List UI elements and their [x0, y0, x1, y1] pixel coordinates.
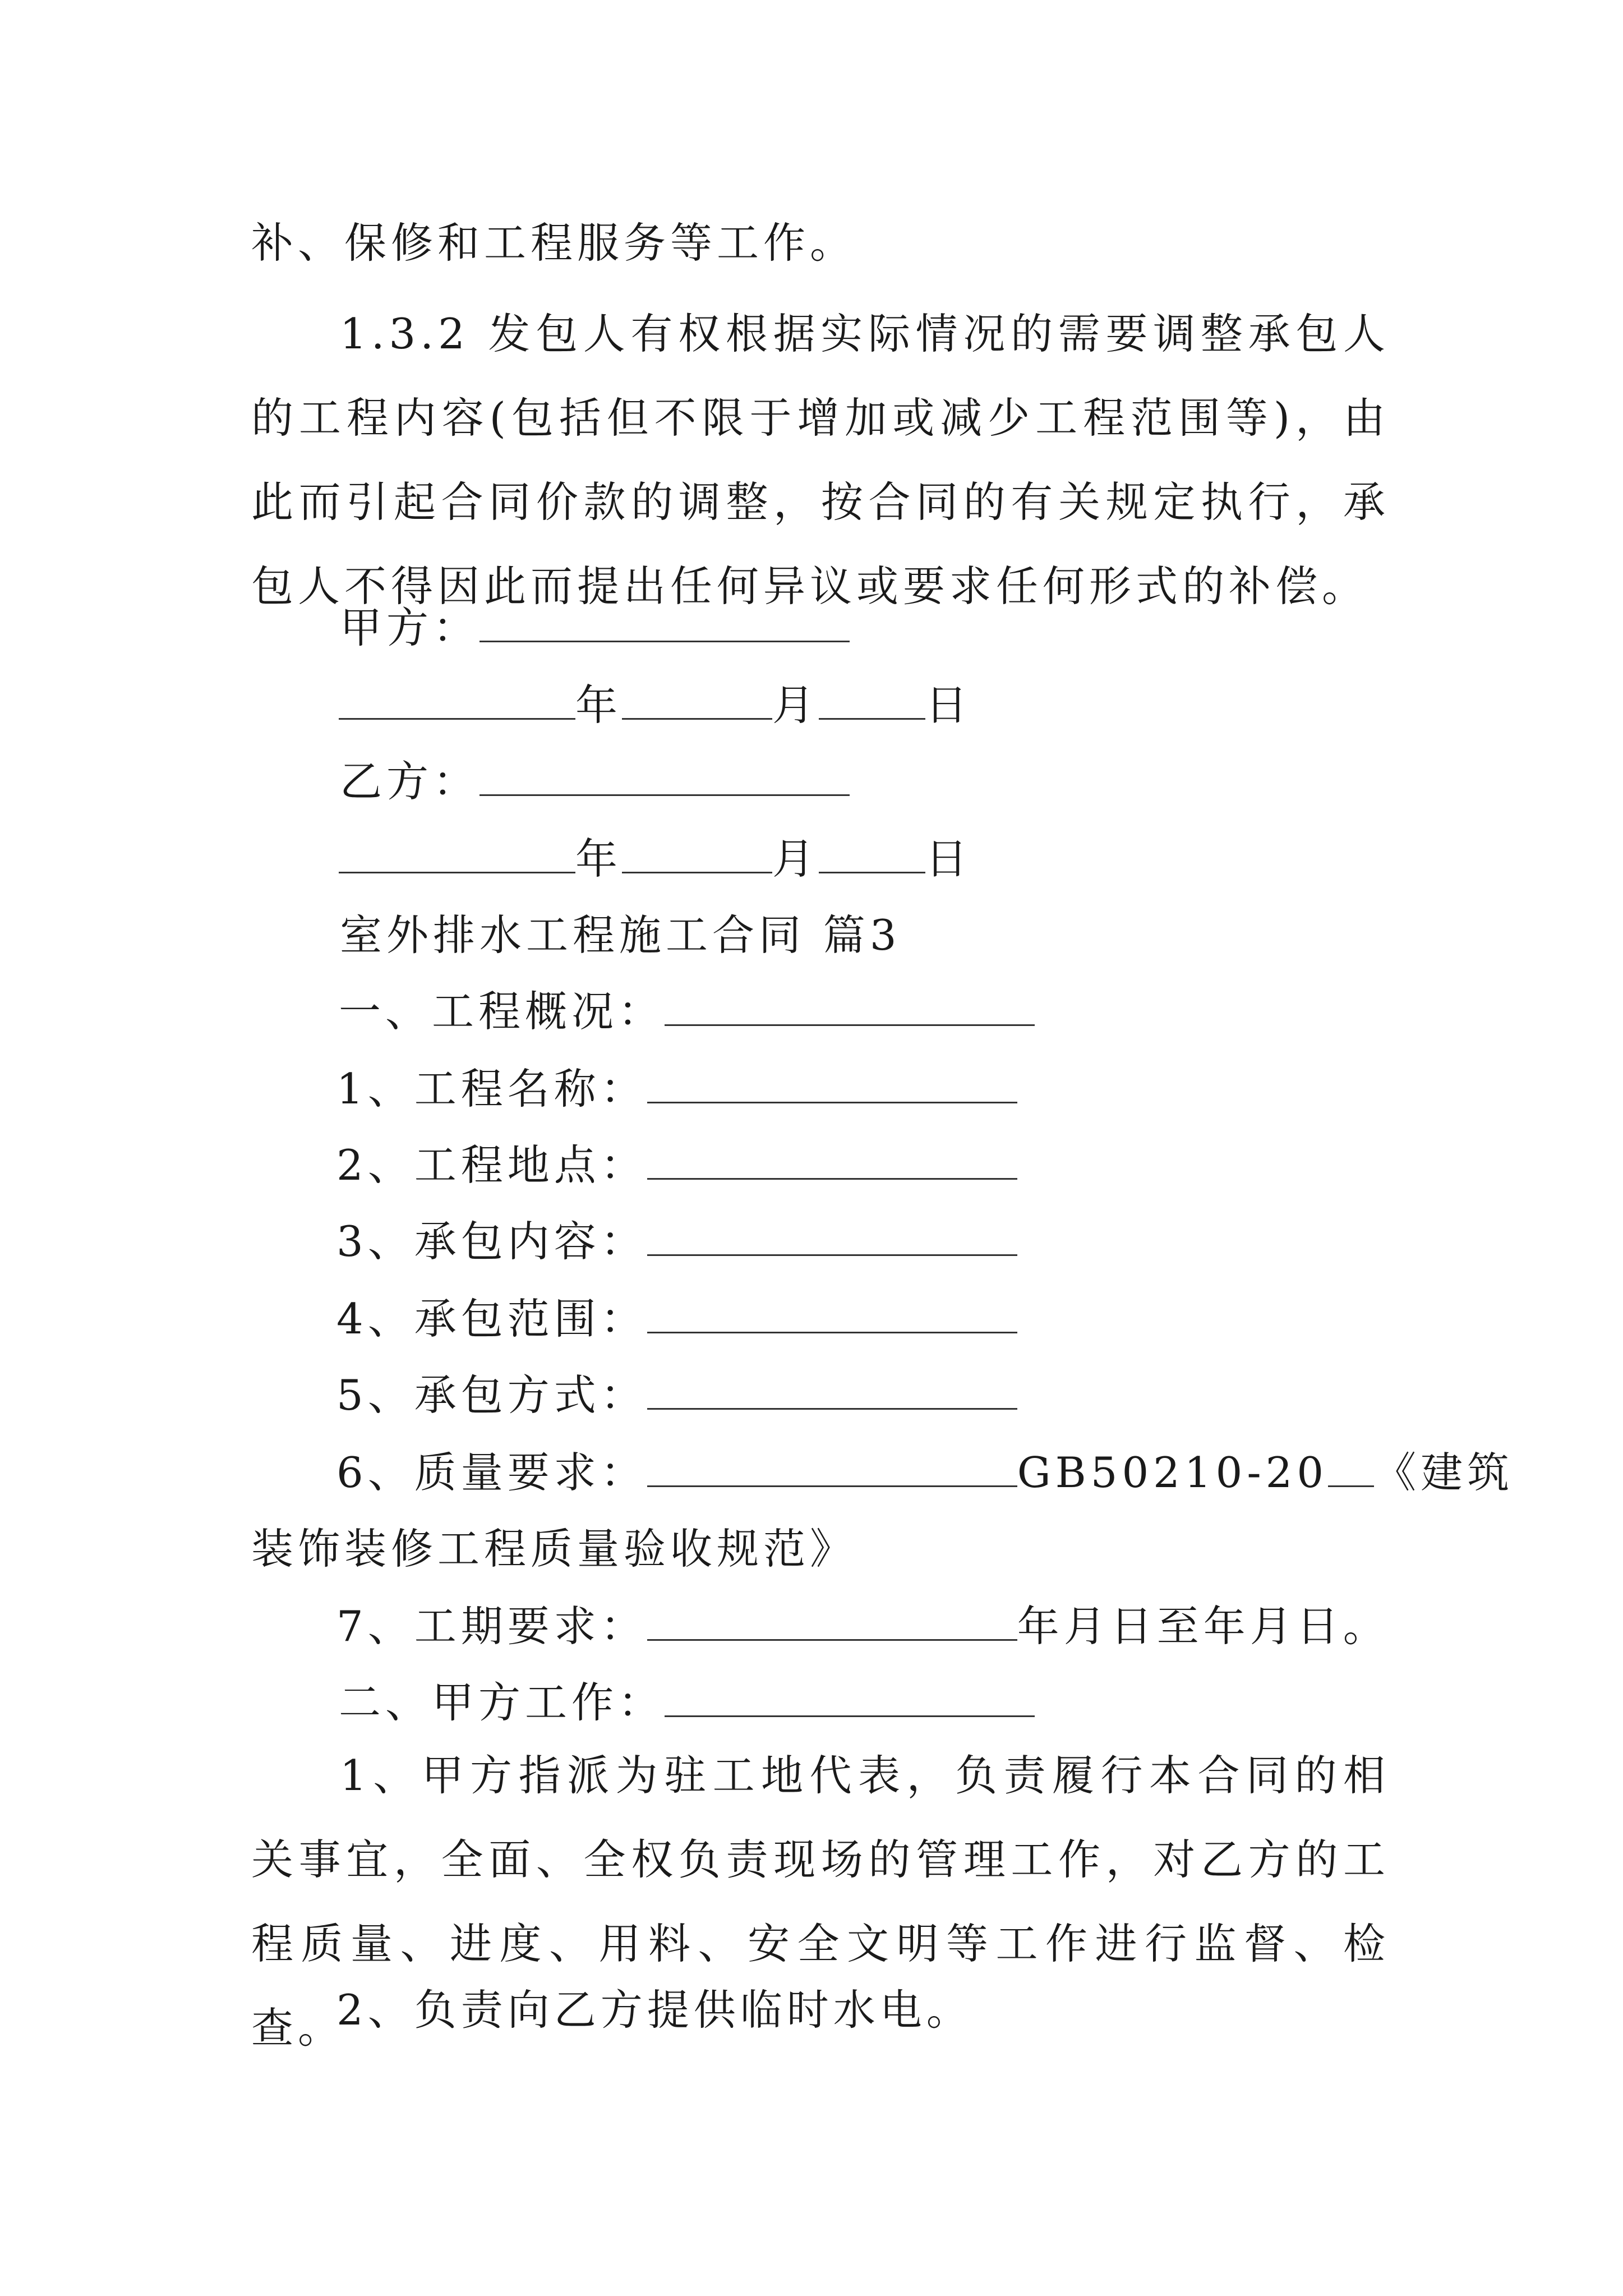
section-1-blank[interactable]	[665, 991, 1035, 1026]
party-b-label: 乙方：	[340, 757, 480, 806]
item-label: 2、工程地点：	[336, 1140, 647, 1190]
month-label: 月	[772, 680, 819, 730]
year-label: 年	[575, 834, 623, 884]
quality-label: 6、质量要求：	[336, 1448, 647, 1497]
item-period	[336, 1602, 1390, 1651]
quality-year-blank[interactable]	[1328, 1452, 1374, 1487]
party-b-blank[interactable]	[479, 761, 850, 796]
item-quality	[336, 1448, 1514, 1497]
party-a-duty-2: 2、负责向乙方提供临时水电。	[336, 1985, 973, 2035]
quality-standard-cont: 装饰装修工程质量验收规范》	[251, 1524, 857, 1573]
item-blank[interactable]	[647, 1144, 1017, 1180]
contract-heading: 室外排水工程施工合同 篇3	[340, 910, 901, 960]
day-label: 日	[925, 834, 972, 884]
item-contract-scope	[336, 1294, 1017, 1343]
month-blank[interactable]	[622, 684, 772, 720]
item-label: 1、工程名称：	[336, 1064, 647, 1114]
quality-blank[interactable]	[647, 1452, 1017, 1487]
item-project-location	[336, 1140, 1017, 1190]
day-label: 日	[925, 680, 972, 730]
party-b-date	[339, 834, 972, 884]
year-blank[interactable]	[339, 684, 575, 720]
section-2-label: 二、甲方工作：	[339, 1678, 665, 1727]
item-label: 3、承包内容：	[336, 1217, 647, 1266]
clause-1-3-2: 1.3.2 发包人有权根据实际情况的需要调整承包人的工程内容(包括但不限于增加或减少工程范围等)，由此而引起合同价款的调整，按合同的有关规定执行，承包人不得因此而提出任何异议或要求任何形式的补偿。	[251, 309, 1390, 611]
item-project-name	[336, 1064, 1017, 1114]
day-blank[interactable]	[819, 684, 925, 720]
party-a-duty-1: 1、甲方指派为驻工地代表，负责履行本合同的相关事宜，全面、全权负责现场的管理工作，对乙方的工程质量、进度、用料、安全文明等工作进行监督、检查。	[251, 1751, 1390, 2053]
section-2	[339, 1678, 1035, 1727]
item-blank[interactable]	[647, 1374, 1017, 1410]
section-1	[339, 987, 1035, 1036]
month-blank[interactable]	[622, 838, 772, 873]
item-blank[interactable]	[647, 1221, 1017, 1256]
section-1-label: 一、工程概况：	[339, 987, 665, 1036]
item-label: 5、承包方式：	[336, 1370, 647, 1420]
section-2-blank[interactable]	[665, 1682, 1035, 1717]
item-contract-method	[336, 1370, 1017, 1420]
quality-standard-start: 《建筑	[1374, 1448, 1514, 1497]
item-contract-content	[336, 1217, 1017, 1266]
party-a-date	[339, 680, 972, 730]
party-a-label: 甲方：	[340, 603, 480, 652]
item-label: 4、承包范围：	[336, 1294, 647, 1343]
day-blank[interactable]	[819, 838, 925, 873]
year-label: 年	[575, 680, 623, 730]
year-blank[interactable]	[339, 838, 575, 873]
party-a-blank[interactable]	[479, 607, 850, 642]
period-range: 年月日至年月日。	[1017, 1602, 1390, 1651]
item-blank[interactable]	[647, 1068, 1017, 1103]
paragraph-fragment: 补、保修和工程服务等工作。	[251, 218, 857, 268]
item-blank[interactable]	[647, 1298, 1017, 1333]
quality-code: GB50210-20	[1017, 1448, 1329, 1497]
party-b-line	[340, 757, 850, 806]
period-label: 7、工期要求：	[336, 1602, 647, 1651]
month-label: 月	[772, 834, 819, 884]
party-a-line	[340, 603, 850, 652]
period-blank[interactable]	[647, 1605, 1017, 1641]
